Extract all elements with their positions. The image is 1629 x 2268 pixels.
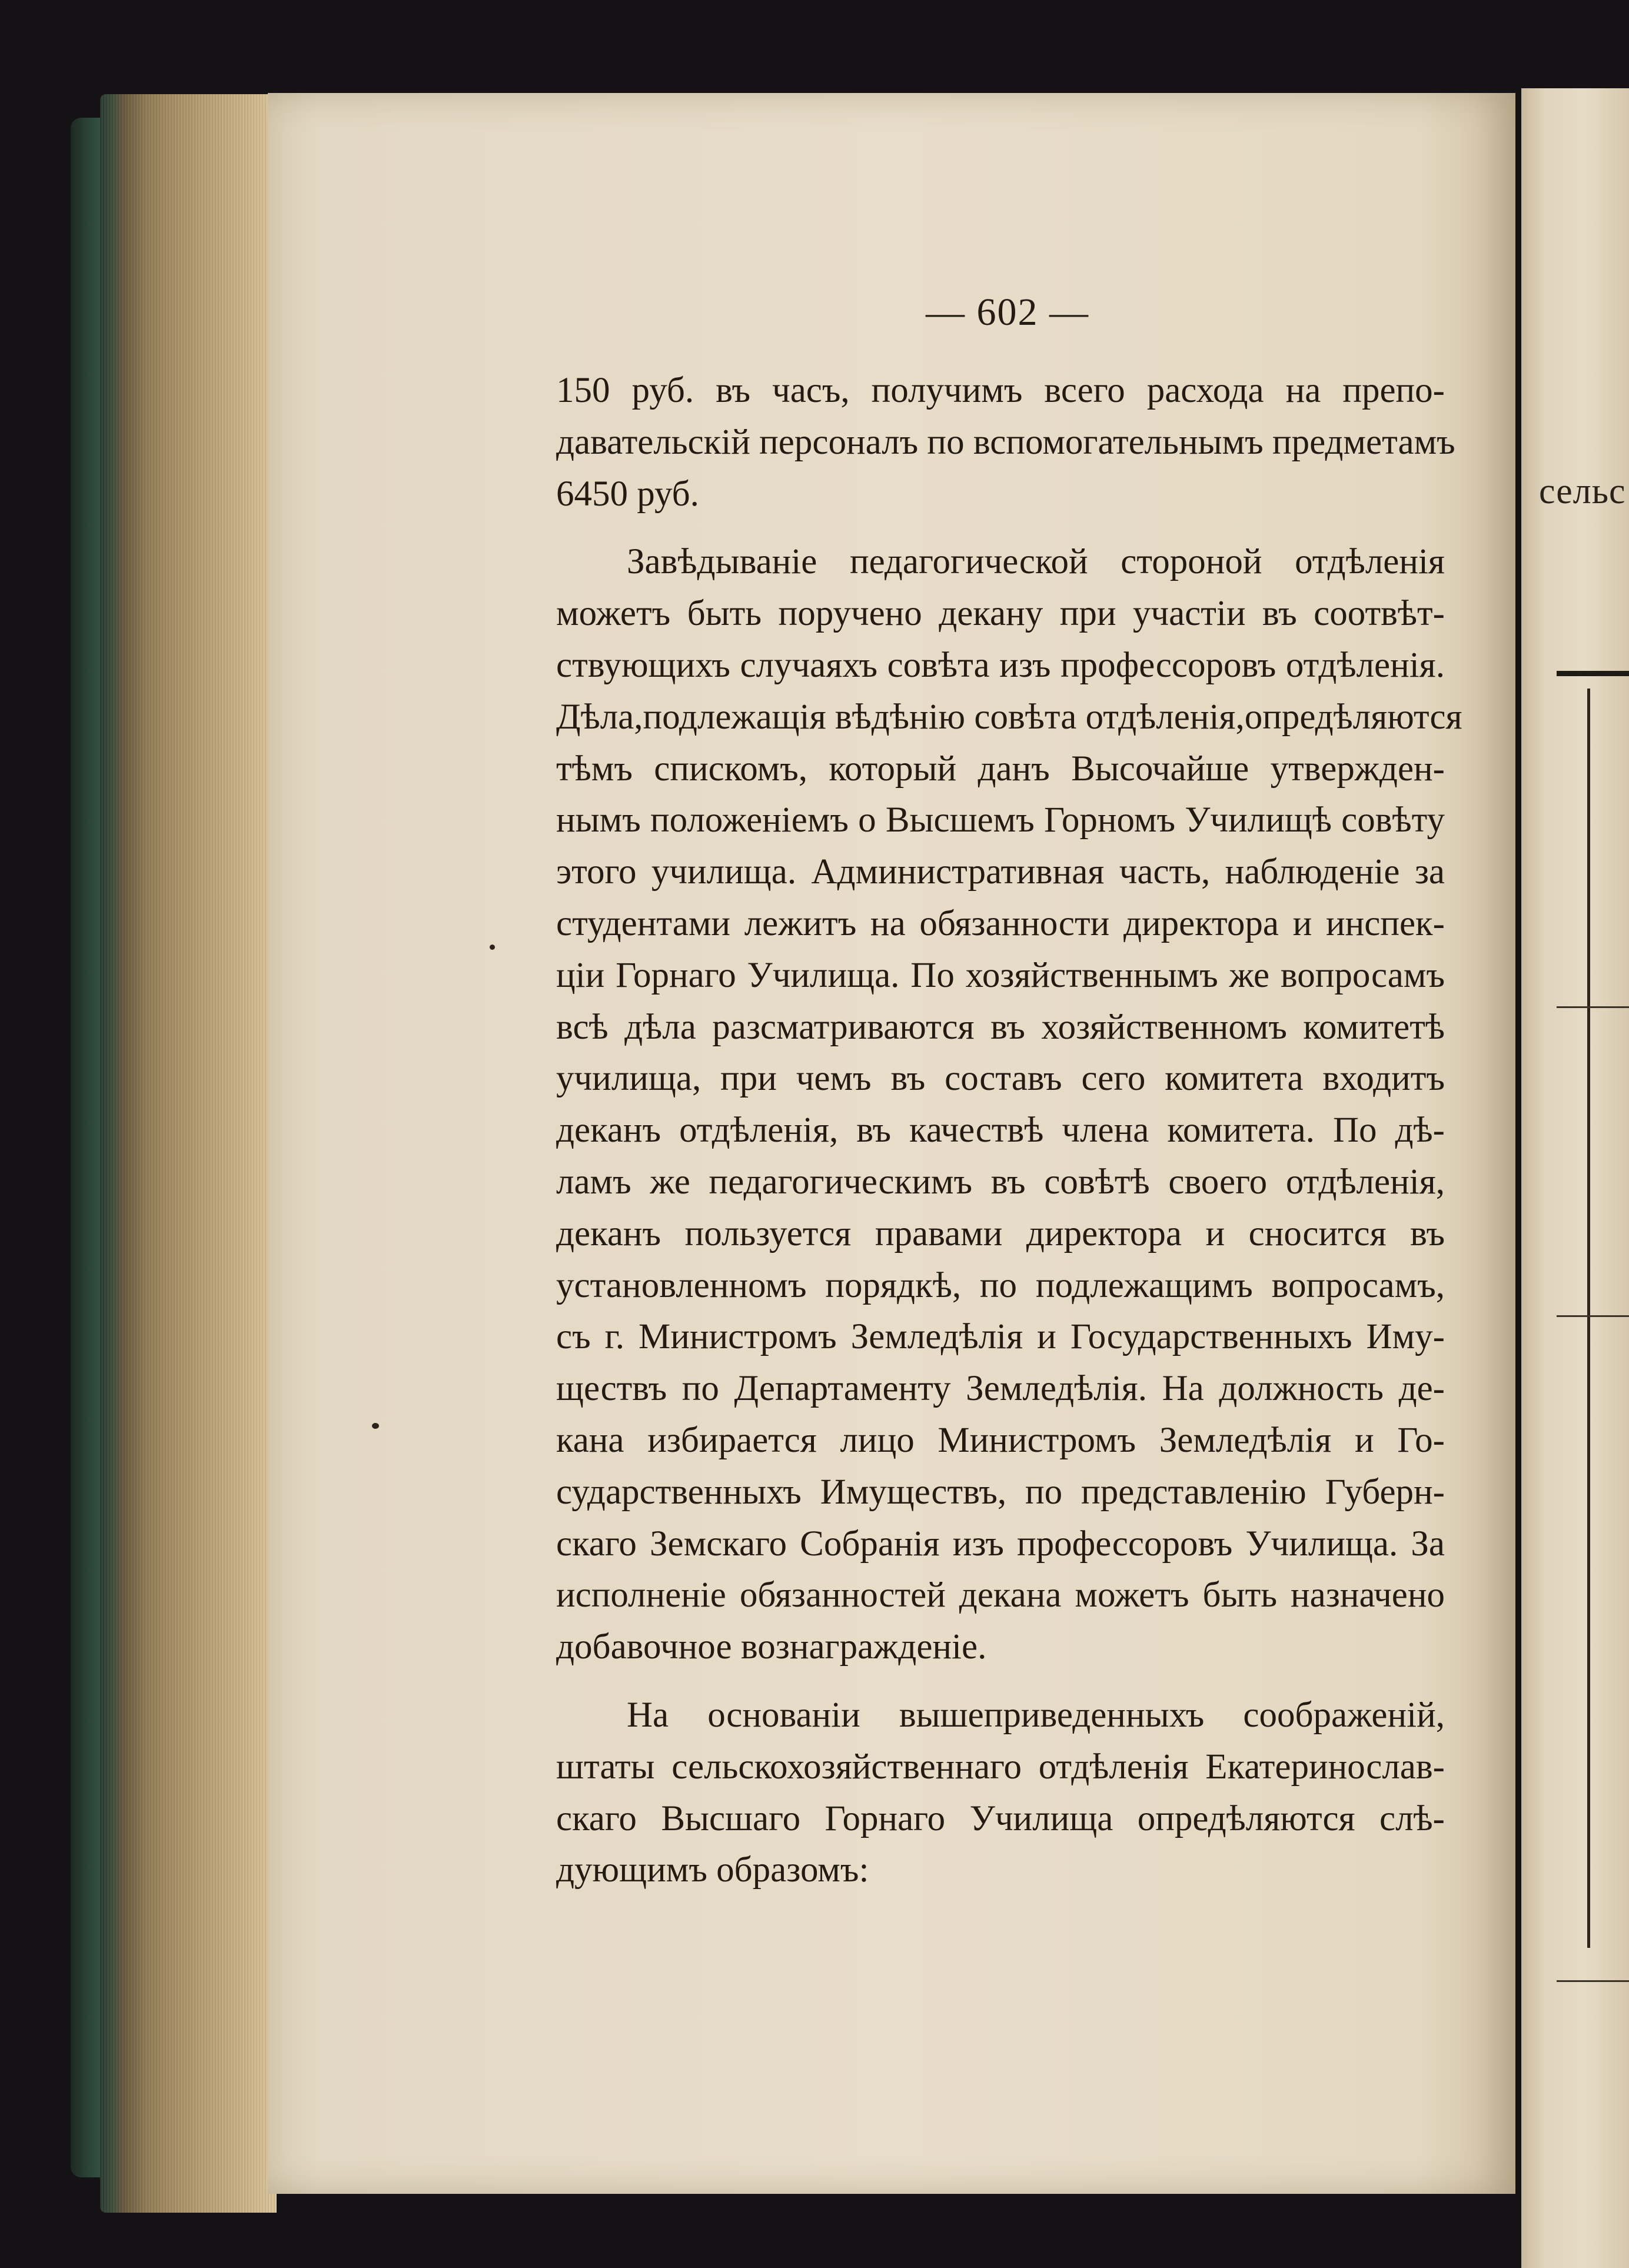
text-line: деканъ пользуется правами директора и сносится въ [556, 1213, 1445, 1253]
facing-page-table-rule [1557, 671, 1629, 676]
text-line: ществъ по Департаменту Земледѣлія. На должность де- [556, 1369, 1445, 1409]
page-text [556, 365, 1462, 1896]
facing-page-header: сельс [1539, 471, 1626, 511]
facing-page [1521, 88, 1629, 2268]
paper-speck [372, 1423, 379, 1429]
page-number: — 602 — [926, 291, 1089, 334]
text-line: скаго Земскаго Собранія изъ профессоровъ Училища. За [556, 1524, 1445, 1564]
text-line: нымъ положеніемъ о Высшемъ Горномъ Училищѣ совѣту [556, 800, 1445, 840]
text-line: дующимъ образомъ: [556, 1850, 869, 1890]
text-line: Завѣдываніе педагогической стороной отдѣленія [627, 542, 1445, 582]
text-line: установленномъ порядкѣ, по подлежащимъ вопросамъ, [556, 1265, 1445, 1305]
text-line: 6450 руб. [556, 474, 699, 514]
text-line: студентами лежитъ на обязанности директора и инспек- [556, 903, 1445, 943]
text-line: давательскій персоналъ по вспомогательнымъ предметамъ [556, 422, 1455, 462]
text-line: сударственныхъ Имуществъ, по представленію Губерн- [556, 1472, 1445, 1512]
text-line: деканъ отдѣленія, въ качествѣ члена комитета. По дѣ- [556, 1110, 1445, 1150]
facing-page-table-vline [1587, 689, 1590, 1948]
text-line: тѣмъ спискомъ, который данъ Высочайше утвержден- [556, 749, 1445, 789]
text-line: Дѣла,подлежащія вѣдѣнію совѣта отдѣленія,опредѣляются [556, 697, 1462, 737]
text-line: 150 руб. въ часъ, получимъ всего расхода на препо- [556, 371, 1445, 410]
text-line: скаго Высшаго Горнаго Училища опредѣляются слѣ- [556, 1798, 1445, 1838]
text-line: кана избирается лицо Министромъ Земледѣлія и Го- [556, 1420, 1445, 1460]
text-line: этого училища. Административная часть, наблюденіе за [556, 852, 1445, 892]
text-line: можетъ быть поручено декану при участіи въ соотвѣт- [556, 594, 1445, 634]
paragraph-2 [556, 536, 1462, 1673]
text-line: ламъ же педагогическимъ въ совѣтѣ своего отдѣленія, [556, 1162, 1445, 1202]
paragraph-3 [556, 1690, 1445, 1896]
text-line: всѣ дѣла разсматриваются въ хозяйственномъ комитетѣ [556, 1007, 1445, 1047]
facing-page-table-hline [1557, 1315, 1629, 1317]
text-line: ціи Горнаго Училища. По хозяйственнымъ же вопросамъ [556, 955, 1445, 995]
text-line: добавочное вознагражденіе. [556, 1627, 987, 1667]
book-page-stack [100, 94, 277, 2213]
facing-page-table-hline [1557, 1980, 1629, 1982]
paragraph-1 [556, 365, 1455, 520]
text-line: штаты сельскохозяйственнаго отдѣленія Екатеринослав- [556, 1747, 1445, 1787]
text-line: ствующихъ случаяхъ совѣта изъ профессоровъ отдѣленія. [556, 645, 1445, 685]
text-line: исполненіе обязанностей декана можетъ быть назначено [556, 1575, 1445, 1615]
facing-page-table-hline [1557, 1006, 1629, 1008]
text-line: На основаніи вышеприведенныхъ соображеній, [627, 1695, 1445, 1735]
text-line: съ г. Министромъ Земледѣлія и Государственныхъ Иму- [556, 1317, 1445, 1357]
paper-speck [490, 945, 495, 950]
text-line: училища, при чемъ въ составъ сего комитета входитъ [556, 1059, 1445, 1099]
